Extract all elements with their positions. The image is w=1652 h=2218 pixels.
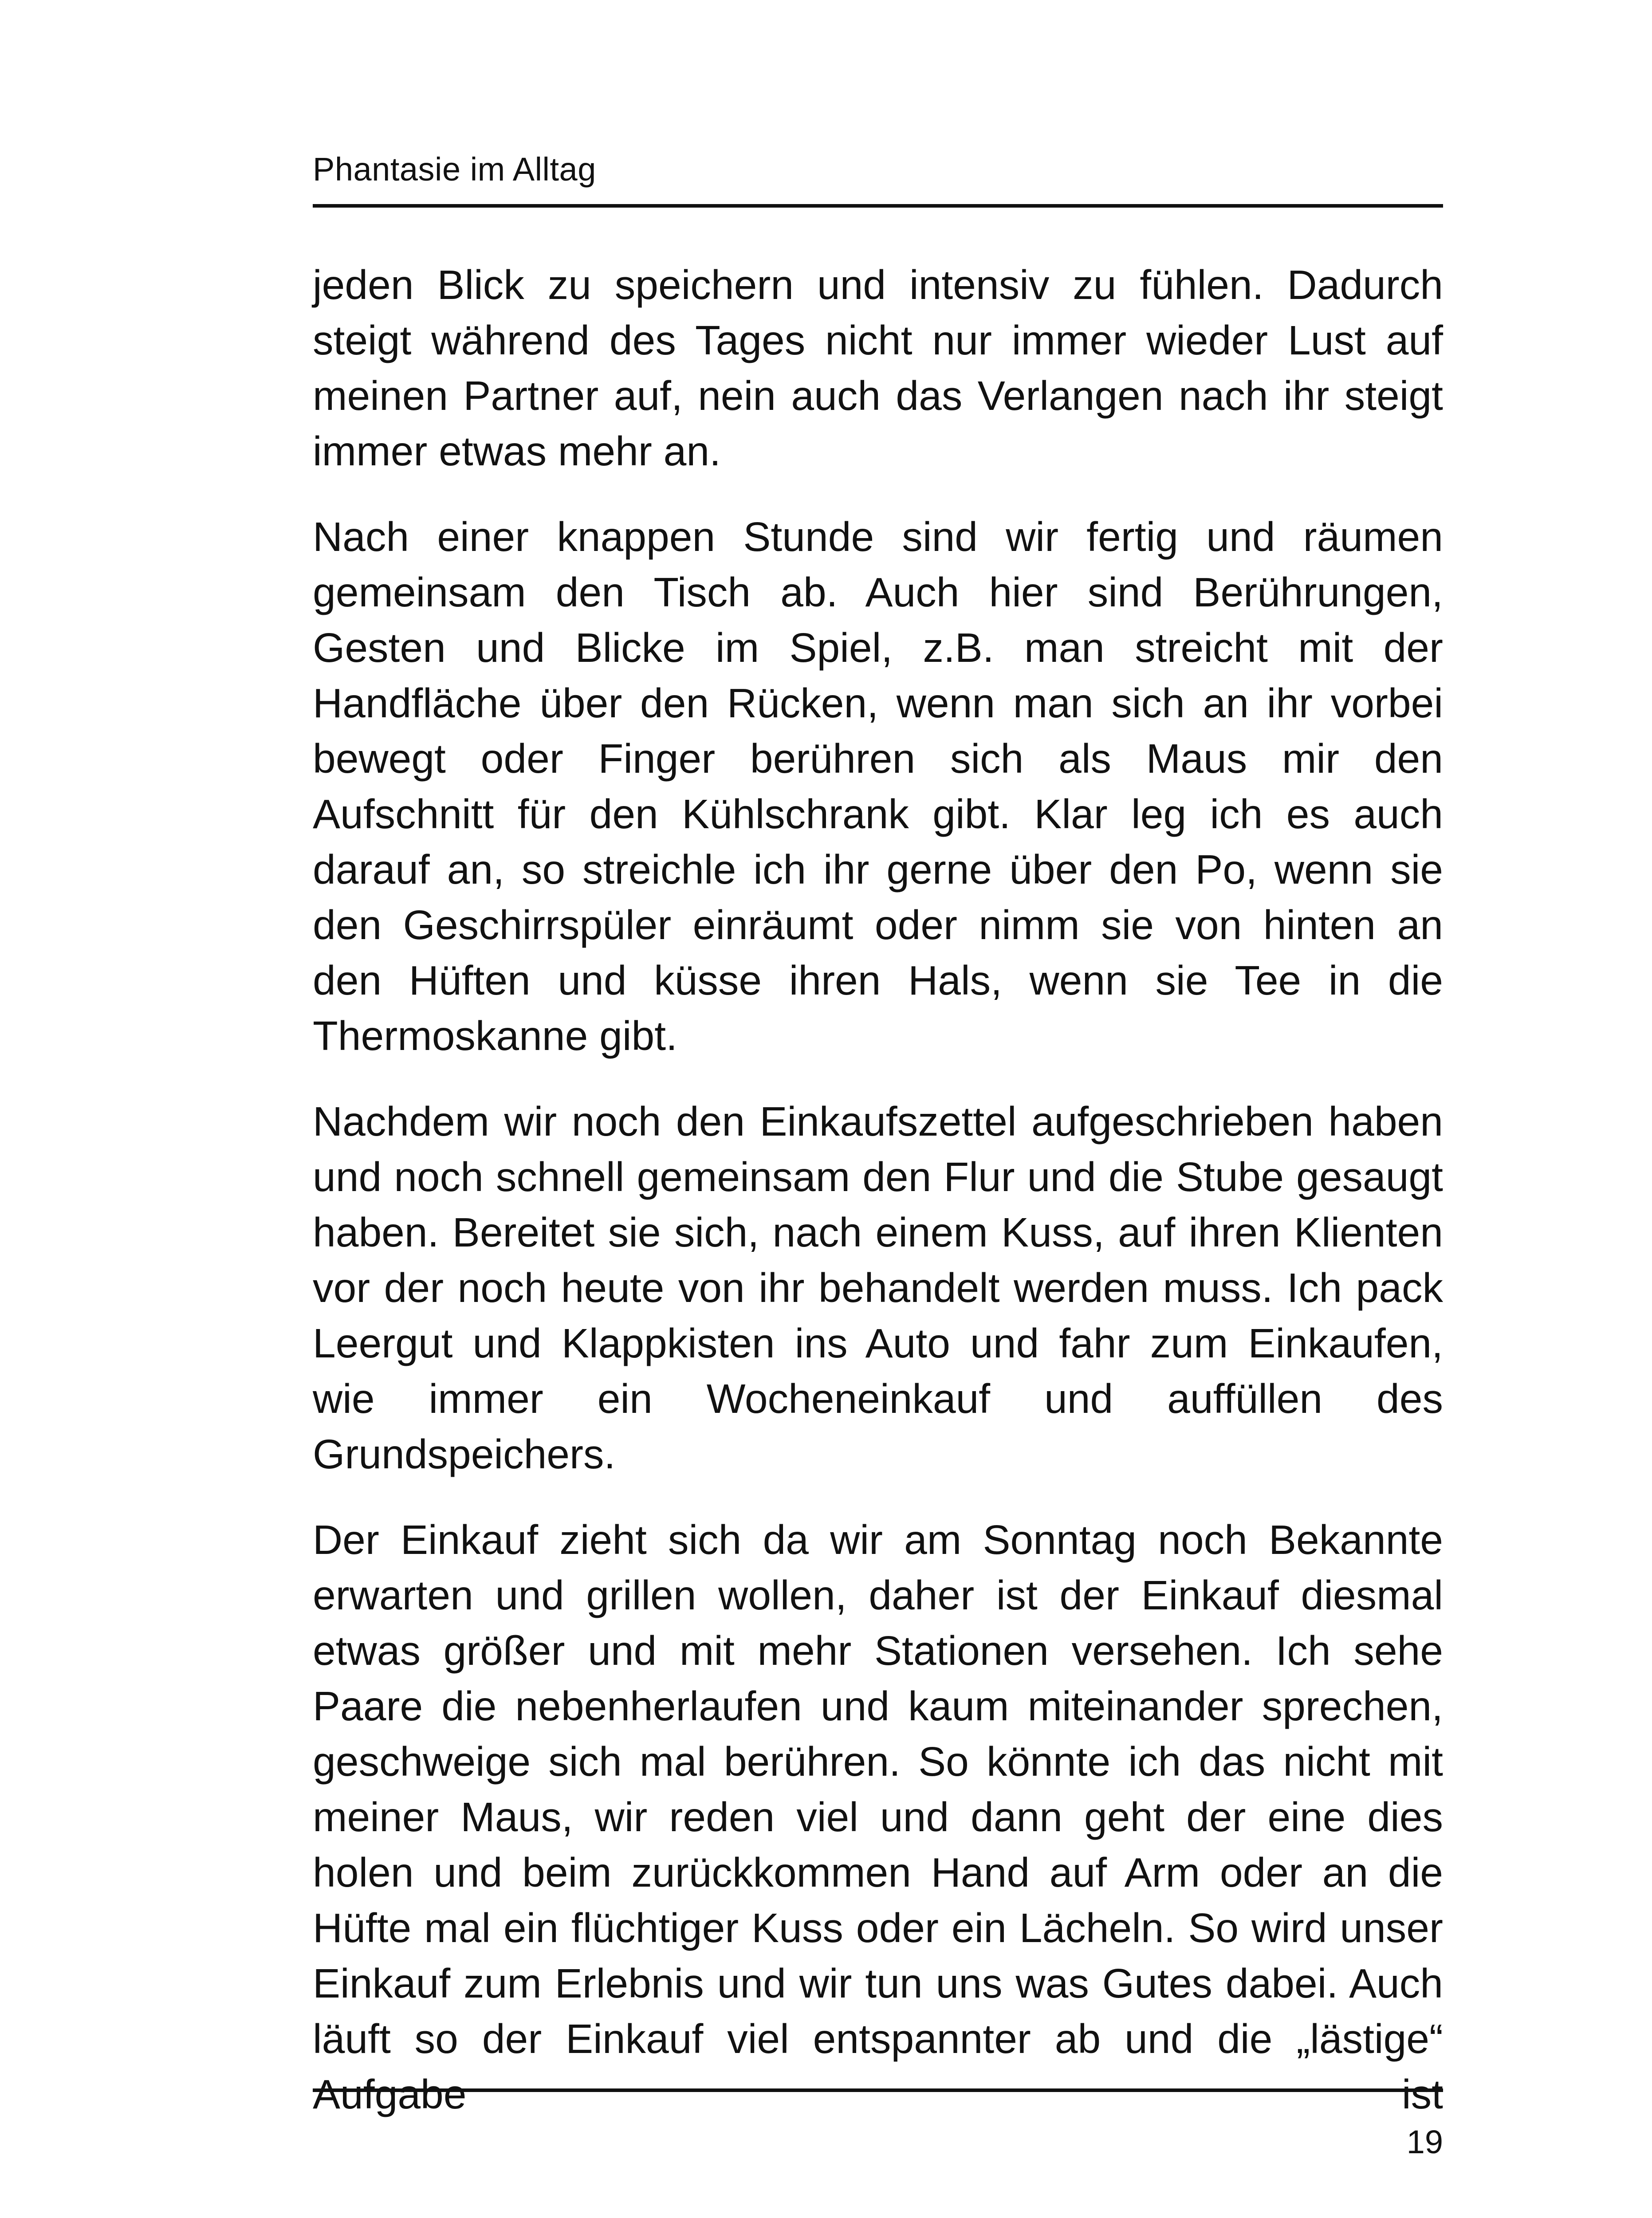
- body-text: [313, 257, 1443, 2152]
- paragraph-1: jeden Blick zu speichern und intensiv zu fühlen. Dadurch steigt während des Tages nicht nur immer wieder Lust auf meinen Partner auf, nein auch das Verlangen nach ihr steigt immer etwas mehr an.: [313, 262, 1443, 474]
- paragraph-4: Der Einkauf zieht sich da wir am Sonntag noch Bekannte erwarten und grillen wollen, daher ist der Einkauf diesmal etwas größer und mit mehr Stationen versehen. Ich sehe Paare die nebenherlaufen und kaum miteinander sprechen, geschweige sich mal berühren. So könnte ich das nicht mit meiner Maus, wir reden viel und dann geht der eine dies holen und beim zurückkommen Hand auf Arm oder an die Hüfte mal ein flüchtiger Kuss oder ein Lächeln. So wird unser Einkauf zum Erlebnis und wir tun uns was Gutes dabei. Auch läuft so der Einkauf viel entspannter ab und die „lästige“ Aufgabe ist: [313, 1517, 1443, 2117]
- running-header-title: Phantasie im Alltag: [313, 151, 596, 188]
- paragraph-3: Nachdem wir noch den Einkaufszettel aufgeschrieben haben und noch schnell gemeinsam den Flur und die Stube gesaugt haben. Bereitet sie sich, nach einem Kuss, auf ihren Klienten vor der noch heute von ihr behandelt werden muss. Ich pack Leergut und Klappkisten ins Auto und fahr zum Einkaufen, wie immer ein Wocheneinkauf und auffüllen des Grundspeichers.: [313, 1098, 1443, 1477]
- footer-rule: [313, 2088, 1443, 2092]
- paragraph-2: Nach einer knappen Stunde sind wir fertig und räumen gemeinsam den Tisch ab. Auch hier sind Berührungen, Gesten und Blicke im Spiel, z.B. man streicht mit der Handfläche über den Rücken, wenn man sich an ihr vorbei bewegt oder Finger berühren sich als Maus mir den Aufschnitt für den Kühlschrank gibt. Klar leg ich es auch darauf an, so streichle ich ihr gerne über den Po, wenn sie den Geschirrspüler einräumt oder nimm sie von hinten an den Hüften und küsse ihren Hals, wenn sie Tee in die Thermoskanne gibt.: [313, 514, 1443, 1059]
- page-number: 19: [1406, 2124, 1443, 2160]
- header-rule: [313, 204, 1443, 208]
